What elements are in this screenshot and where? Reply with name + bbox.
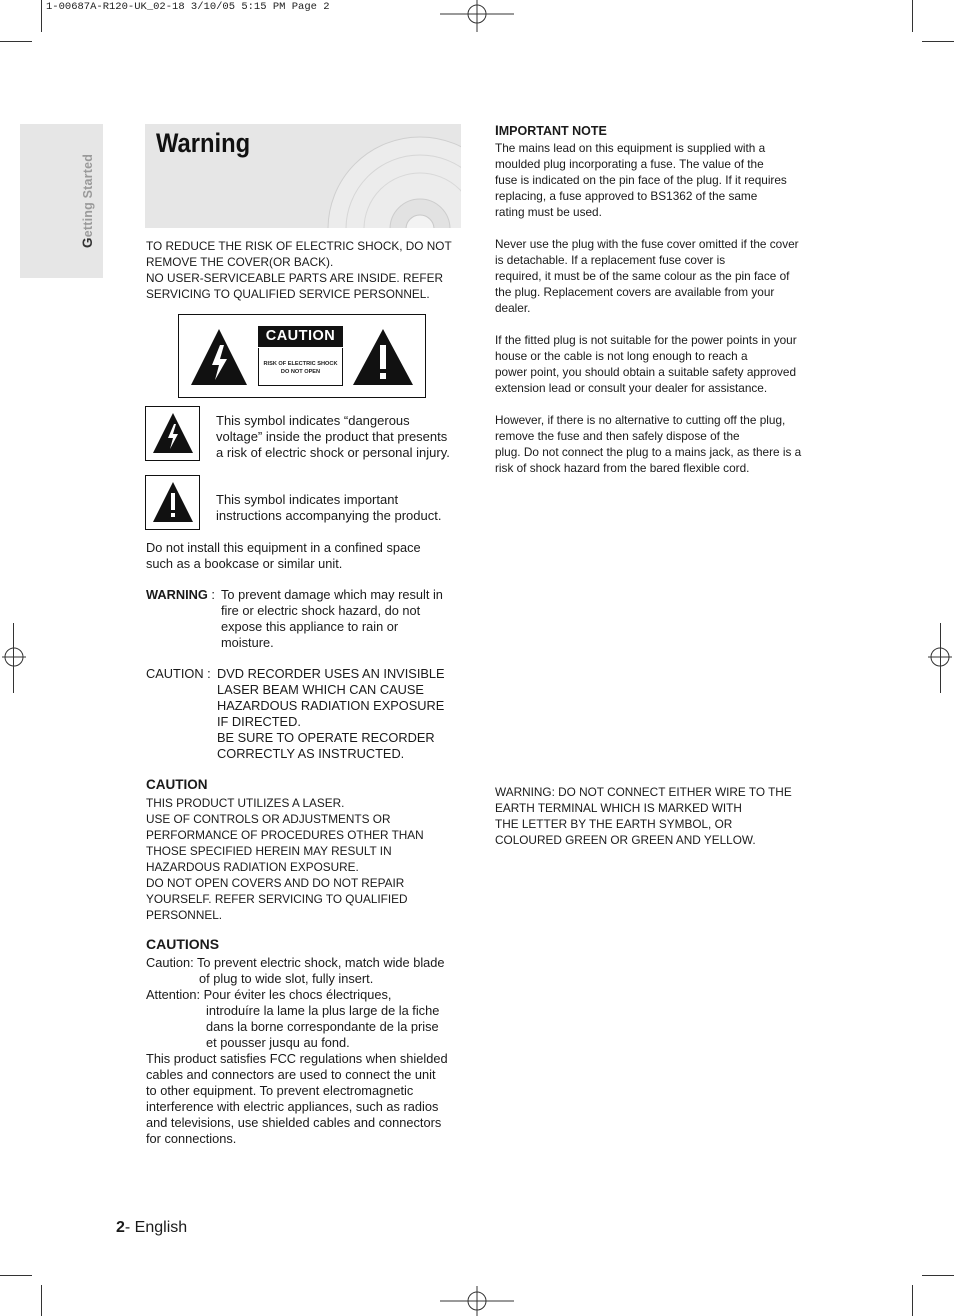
registration-mark-left <box>2 645 26 669</box>
warning-body: To prevent damage which may result in fire or electric shock hazard, do not expose this appliance to rain or moisture. <box>221 587 443 650</box>
exclamation-triangle-icon <box>146 476 199 529</box>
cautions-body: Caution: To prevent electric shock, match wide blade of plug to wide slot, fully insert. Attention: Pour éviter les chocs électriques, introduíre la lame la plus large de la fiche dans la borne correspondante de la prise et pousser jusqu au fond. This product satisfies FCC regulations when shielded cables and connectors are used to connect the unit to other equipment. To prevent electromagnetic interference with electric appliances, such as radios and televisions, use shielded cables and connectors for connections. <box>146 955 448 1146</box>
title-banner <box>145 124 461 228</box>
important-note-body: The mains lead on this equipment is supplied with a moulded plug incorporating a fuse. The value of the fuse is indicated on the pin face of the plug. If it requires replacing, a fuse approved to BS1362 of the same rating must be used. Never use the plug with the fuse cover omitted if the cover is detachable. If a replacement fuse cover is required, it must be of the same colour as the pin face of the plug. Replacement covers are available from your dealer. If the fitted plug is not suitable for the power points in your house or the cable is not long enough to reach a power point, you should obtain a suitable safety approved extension lead or consult your dealer for assistance. However, if there is no alternative to cutting off the plug, remove the fuse and then safely dispose of the plug. Do not connect the plug to a mains jack, as there is a risk of shock hazard from the bared flexible cord. <box>495 141 802 475</box>
page-number: 2- English <box>116 1219 188 1236</box>
caution-label: CAUTION <box>258 326 343 347</box>
important-note-heading: IMPORTANT NOTE <box>495 123 607 138</box>
cautions-heading: CAUTIONS <box>146 936 220 952</box>
page-title: Warning <box>156 128 251 158</box>
registration-mark-top <box>440 0 514 32</box>
important-instructions-symbol <box>145 475 200 530</box>
caution-laser-label: CAUTION : <box>146 666 211 681</box>
exclamation-triangle-icon <box>351 327 415 387</box>
wire-warning: WARNING: DO NOT CONNECT EITHER WIRE TO THE EARTH TERMINAL WHICH IS MARKED WITH THE LETTER BY THE EARTH SYMBOL, OR COLOURED GREEN OR GREEN AND YELLOW. <box>495 785 792 847</box>
lightning-triangle-icon <box>189 327 249 387</box>
disc-graphic <box>325 134 461 228</box>
caution-laser-product-text: THIS PRODUCT UTILIZES A LASER. USE OF CONTROLS OR ADJUSTMENTS OR PERFORMANCE OF PROCEDURES OTHER THAN THOSE SPECIFIED HEREIN MAY RESULT IN HAZARDOUS RADIATION EXPOSURE. DO NOT OPEN COVERS AND DO NOT REPAIR YOURSELF. REFER SERVICING TO QUALIFIED PERSONNEL. <box>146 796 424 922</box>
caution-heading: CAUTION <box>146 777 208 792</box>
intro-warning-text: TO REDUCE THE RISK OF ELECTRIC SHOCK, DO NOT REMOVE THE COVER(OR BACK). NO USER-SERVICEABLE PARTS ARE INSIDE. REFER SERVICING TO QUALIFIED SERVICE PERSONNEL. <box>146 239 452 301</box>
caution-sub-label: RISK OF ELECTRIC SHOCK DO NOT OPEN <box>258 348 343 386</box>
lightning-triangle-icon <box>146 407 199 460</box>
dangerous-voltage-symbol <box>145 406 200 461</box>
important-instructions-description: This symbol indicates important instructions accompanying the product. <box>216 492 442 523</box>
confined-space-note: Do not install this equipment in a confined space such as a bookcase or similar unit. <box>146 540 421 571</box>
caution-laser-body: DVD RECORDER USES AN INVISIBLE LASER BEAM WHICH CAN CAUSE HAZARDOUS RADIATION EXPOSURE IF DIRECTED. BE SURE TO OPERATE RECORDER CORRECTLY AS INSTRUCTED. <box>217 666 445 761</box>
caution-label-box <box>178 314 426 398</box>
registration-mark-bottom <box>440 1286 514 1316</box>
warning-label: WARNING : <box>146 587 215 602</box>
dangerous-voltage-description: This symbol indicates “dangerous voltage” inside the product that presents a risk of electric shock or personal injury. <box>216 413 450 460</box>
section-tab-label: Getting Started <box>80 153 95 248</box>
registration-mark-right <box>928 645 952 669</box>
print-header: 1-00687A-R120-UK_02-18 3/10/05 5:15 PM Page 2 <box>46 1 330 13</box>
